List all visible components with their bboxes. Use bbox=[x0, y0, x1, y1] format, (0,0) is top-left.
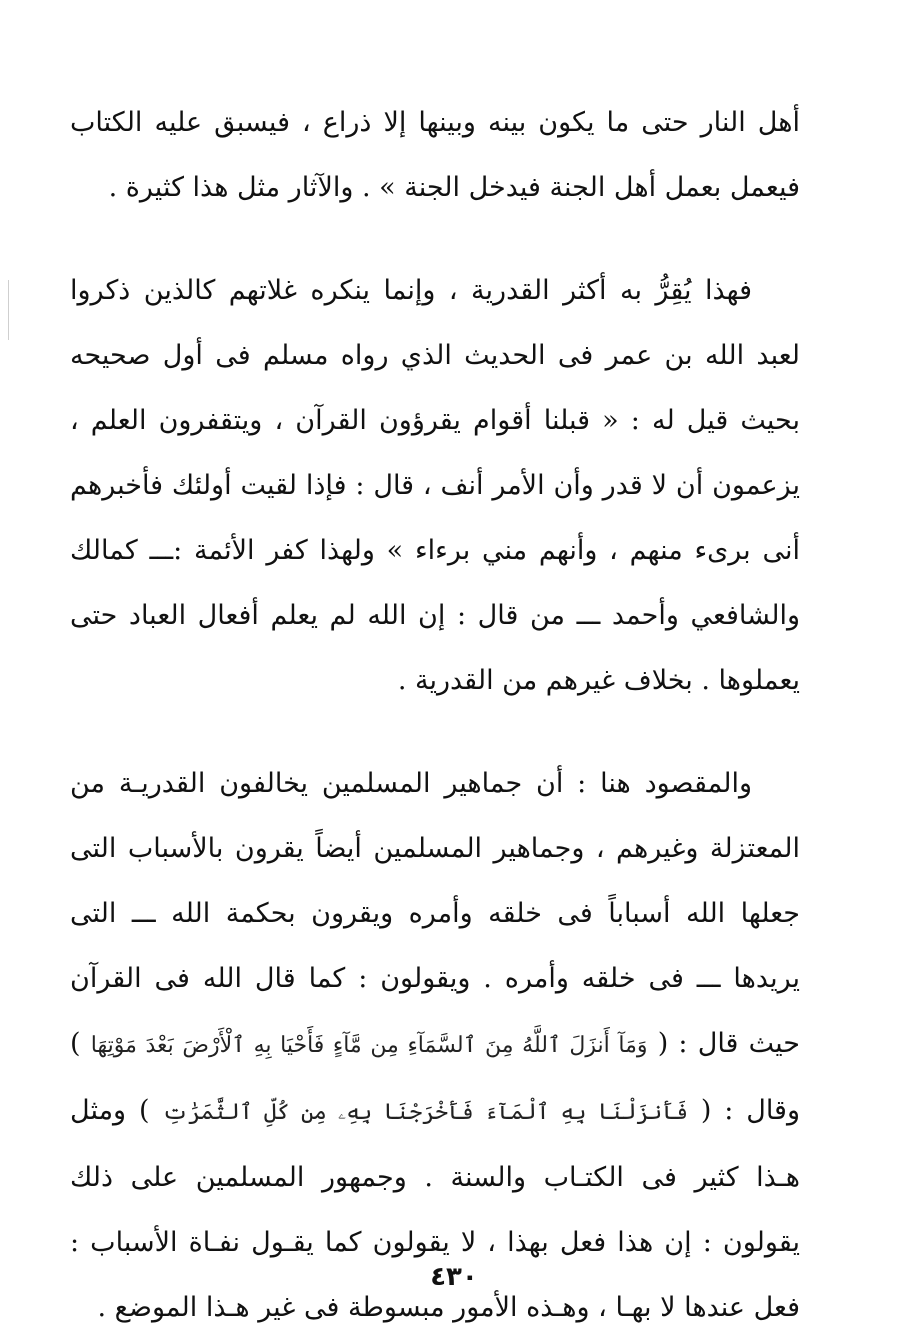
paragraph-3 bbox=[70, 751, 800, 1340]
page-text bbox=[70, 90, 800, 1340]
paragraph-3-part-3: ) ومثل هـذا كثير فى الكتـاب والسنة . وجمهور المسلمين على ذلك يقولون : إن هذا فعل بهذا ، لا يقولون كما يقـول نفـاة الأسباب : فعل عندها لا بهـا ، وهـذه الأمور مبسوطة فى غير هـذا الموضع . bbox=[70, 1095, 800, 1323]
paragraph-1: أهل النار حتى ما يكون بينه وبينها إلا ذراع ، فيسبق عليه الكتاب فيعمل بعمل أهل الجنة فيدخل الجنة » . والآثار مثل هذا كثيرة . bbox=[70, 107, 800, 203]
paragraph-3-part-1: والمقصود هنا : أن جماهير المسلمين يخالفون القدريـة من المعتزلة وغيرهم ، وجماهير المسلمين أيضاً يقرون بالأسباب التى جعلها الله أسباباً فى خلقه وأمره ويقرون بحكمة الله ـــ التى يريدها ـــ فى خلقه وأمره . ويقولون : كما قال الله فى القرآن حيث قال : ( bbox=[70, 768, 800, 1059]
quran-verse-2: فَأَنزَلْنَا بِهِ ٱلْمَآءَ فَأَخْرَجْنَا بِهِۦ مِن كُلِّ ٱلثَّمَرَٰتِ bbox=[162, 1100, 688, 1125]
paragraph-spacer bbox=[70, 713, 800, 751]
paragraph-2: فهذا يُقِرُّ به أكثر القدرية ، وإنما ينكره غلاتهم كالذين ذكروا لعبد الله بن عمر فى الحديث الذي رواه مسلم فى أول صحيحه بحيث قيل له : « قبلنا أقوام يقرؤون القرآن ، ويتقفرون العلم ، يزعمون أن لا قدر وأن الأمر أنف ، قال : فإذا لقيت أولئك فأخبرهم أنى برىء منهم ، وأنهم مني برءاء » ولهذا كفر الأئمة :ـــ كمالك والشافعي وأحمد ـــ من قال : إن الله لم يعلم أفعال العباد حتى يعملوها . بخلاف غيرهم من القدرية . bbox=[70, 275, 800, 696]
page-edge-mark bbox=[8, 280, 9, 340]
paragraph-spacer bbox=[70, 220, 800, 258]
quran-verse-1: وَمَآ أَنزَلَ ٱللَّهُ مِنَ ٱلسَّمَآءِ مِن مَّآءٍ فَأَحْيَا بِهِ ٱلْأَرْضَ بَعْدَ مَوْتِهَا bbox=[90, 1033, 648, 1058]
page-number: ٤٣٠ bbox=[430, 1262, 478, 1292]
paragraph-3-part-2: ) وقال : ( bbox=[70, 1028, 800, 1126]
